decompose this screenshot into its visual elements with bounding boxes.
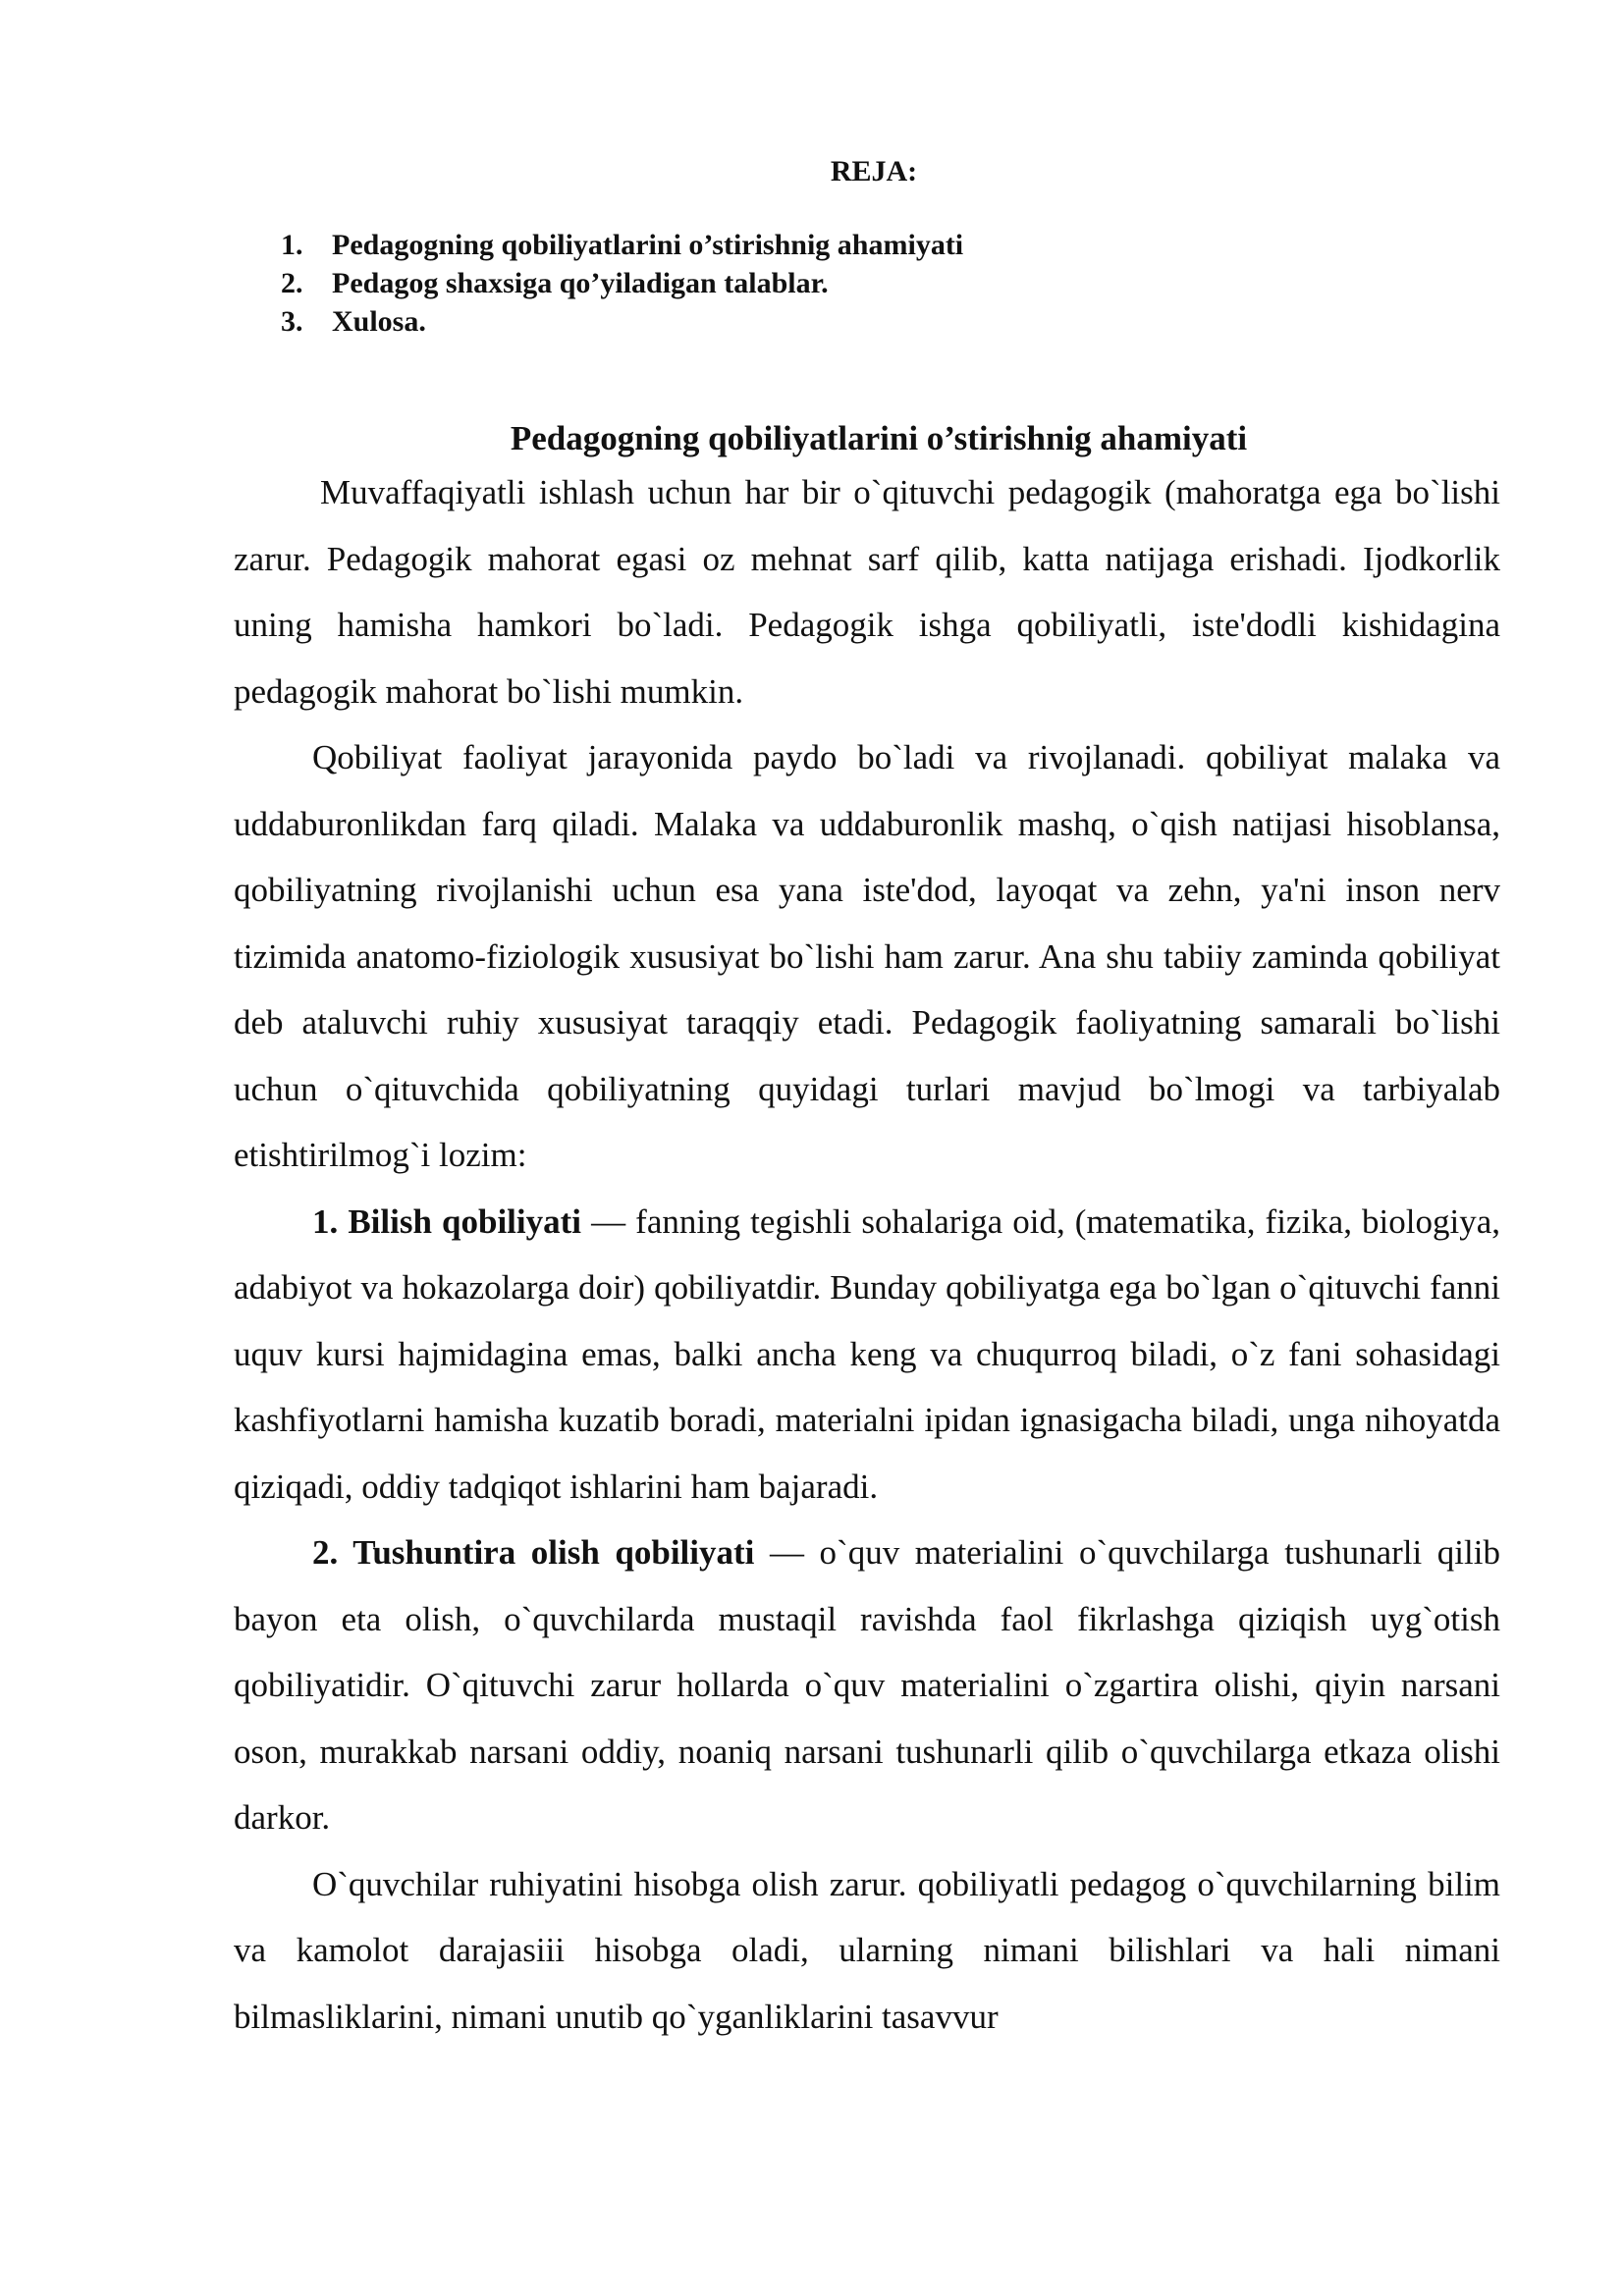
plan-item-text: Xulosa. xyxy=(332,305,426,338)
paragraph: Qobiliyat faoliyat jarayonida paydo bo`ladi va rivojlanadi. qobiliyat malaka va uddaburonlikdan farq qiladi. Malaka va uddaburonlik mashq, o`qish natijasi hisoblansa, qobiliyatning rivojlanishi uchun esa yana iste'dod, layoqat va zehn, ya'ni inson nerv tizimida anatomo-fiziologik xususiyat bo`lishi ham zarur. Ana shu tabiiy zaminda qobiliyat deb ataluvchi ruhiy xususiyat taraqqiy etadi. Pedagogik faoliyatning samarali bo`lishi uchun o`qituvchida qobiliyatning quyidagi turlari mavjud bo`lmogi va tarbiyalab etishtirilmog`i lozim: xyxy=(234,738,1500,1174)
paragraph-text: — fanning tegishli sohalariga oid, (matematika, fizika, biologiya, adabiyot va hokazolarga doir) qobiliyatdir. Bunday qobiliyatga ega bo`lgan o`qituvchi fanni uquv kursi hajmidagina emas, balki ancha keng va chuqurroq biladi, o`z fani sohasidagi kashfiyotlarni hamisha kuzatib boradi, materialni ipidan ignasigacha biladi, unga nihoyatda qiziqadi, oddiy tadqiqot ishlarini ham bajaradi. xyxy=(234,1201,1501,1506)
plan-list xyxy=(281,226,963,341)
paragraph-term: 1. Bilish qobiliyati xyxy=(312,1201,582,1241)
plan-title: REJA: xyxy=(830,155,918,187)
plan-item-number: 3. xyxy=(281,305,303,338)
plan-item xyxy=(281,302,963,341)
plan-item xyxy=(281,264,963,302)
paragraph xyxy=(234,1520,1500,1851)
plan-item-number: 1. xyxy=(281,229,303,261)
paragraph-term: 2. Tushuntira olish qobiliyati xyxy=(312,1533,755,1572)
plan-item-number: 2. xyxy=(281,267,303,299)
paragraph: Muvaffaqiyatli ishlash uchun har bir o`qituvchi pedagogik (mahoratga ega bo`lishi zarur. Pedagogik mahorat egasi oz mehnat sarf qilib, katta natijaga erishadi. Ijodkorlik uning hamisha hamkori bo`ladi. Pedagogik ishga qobiliyatli, iste'dodli kishidagina pedagogik mahorat bo`lishi mumkin. xyxy=(234,473,1500,711)
paragraph: O`quvchilar ruhiyatini hisobga olish zarur. qobiliyatli pedagog o`quvchilarning bilim va kamolot darajasiii hisobga oladi, ularning nimani bilishlari va hali nimani bilmasliklarini, nimani unutib qo`yganliklarini tasavvur xyxy=(234,1864,1500,2036)
section-heading: Pedagogning qobiliyatlarini o’stirishnig ahamiyati xyxy=(510,419,1248,457)
plan-item xyxy=(281,226,963,264)
paragraph-text: — o`quv materialini o`quvchilarga tushunarli qilib bayon eta olish, o`quvchilarda mustaqil ravishda faol fikrlashga qiziqish uyg`otish qobiliyatidir. O`qituvchi zarur hollarda o`quv materialini o`zgartira olishi, qiyin narsani oson, murakkab narsani oddiy, noaniq narsani tushunarli qilib o`quvchilarga etkaza olishi darkor. xyxy=(234,1533,1500,1837)
plan-item-text: Pedagog shaxsiga qo’yiladigan talablar. xyxy=(332,267,829,299)
plan-item-text: Pedagogning qobiliyatlarini o’stirishnig ahamiyati xyxy=(332,229,964,261)
paragraph xyxy=(234,1189,1500,1521)
body-text xyxy=(234,459,1500,2050)
